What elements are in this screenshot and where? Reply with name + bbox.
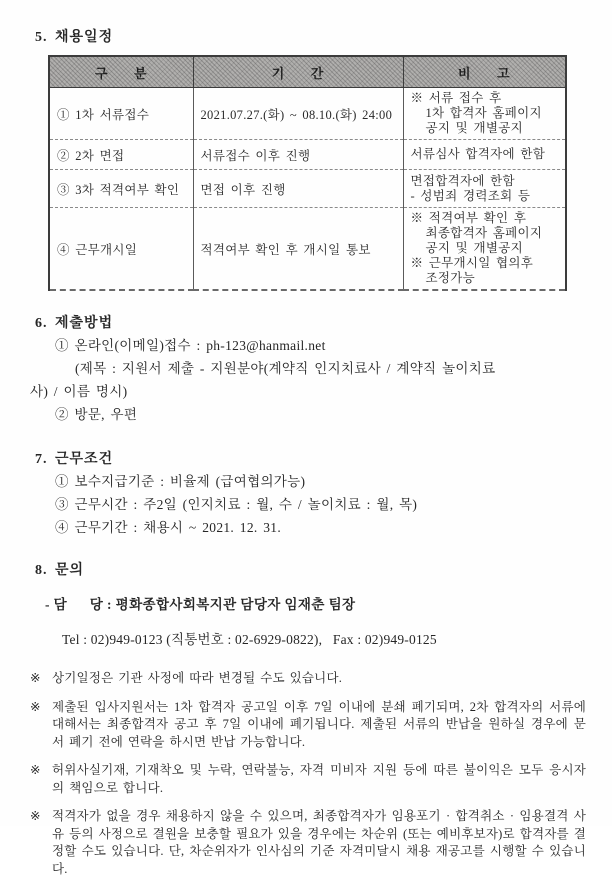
remarks-cell xyxy=(403,140,566,170)
submission-subject-line-2: 사) / 이름 명시) xyxy=(30,384,128,399)
submission-item-online: ① 온라인(이메일)접수 : ph-123@hanmail.net xyxy=(55,338,326,353)
reference-mark-icon: ※ xyxy=(30,809,41,823)
section-5-heading: 5. 채용일정 xyxy=(35,30,114,45)
remark-line: 1차 합격자 홈페이지 xyxy=(425,106,542,120)
table-row xyxy=(49,170,566,208)
table-row xyxy=(49,140,566,170)
category-cell: ② 2차 면접 xyxy=(49,140,193,170)
footnote xyxy=(30,699,586,752)
table-row xyxy=(49,208,566,291)
remark-line: - 성범죄 경력조회 등 xyxy=(410,188,531,203)
remark-line: 조정가능 xyxy=(425,271,476,285)
table-row xyxy=(49,88,566,140)
remark-line: ※ 서류 접수 후 xyxy=(410,91,502,105)
remark-line: ※ 적격여부 확인 후 xyxy=(410,211,527,225)
footnote-text: 적격자가 없을 경우 채용하지 않을 수 있으며, 최종합격자가 임용포기 · 합격취소 · 임용결격 사유 등의 사정으로 결원을 보충할 필요가 있을 경우에는 차순위 (또는 예비후보자)로 합격자를 결정할 수도 있습니다. 단, 차순위자가 인사심의 기준 자격미달시 채용 재공고를 시행할 수 있습니다. xyxy=(52,809,586,876)
remark-line: ※ 근무개시일 협의후 xyxy=(410,256,534,270)
header-cell-period: 기 간 xyxy=(193,56,403,88)
header-cell-category: 구 분 xyxy=(49,56,193,88)
period-cell: 서류접수 이후 진행 xyxy=(193,140,403,170)
period-cell: 면접 이후 진행 xyxy=(193,170,403,208)
section-8-heading: 8. 문의 xyxy=(35,563,85,578)
footnotes xyxy=(30,670,586,878)
submission-subject-line-1: (제목 : 지원서 제출 - 지원분야(계약직 인지치료사 / 계약직 놀이치료 xyxy=(75,361,496,376)
work-period-item: ④ 근무기간 : 채용시 ~ 2021. 12. 31. xyxy=(55,520,281,535)
footnote-text: 제출된 입사지원서는 1차 합격자 공고일 이후 7일 이내에 분쇄 폐기되며, 2차 합격자의 서류에 대해서는 최종합격자 공고 후 7일 이내에 폐기됩니다. 제출된 서류의 반납을 원하실 경우에 문서 폐기 전에 연락을 하시면 반납 가능합니다. xyxy=(52,699,586,749)
header-cell-remarks: 비 고 xyxy=(403,56,566,88)
category-cell: ④ 근무개시일 xyxy=(49,208,193,291)
reference-mark-icon: ※ xyxy=(30,763,41,777)
remarks-cell xyxy=(403,88,566,140)
footnote xyxy=(30,808,586,878)
schedule-table xyxy=(48,55,567,291)
section-7-heading: 7. 근무조건 xyxy=(35,452,114,467)
category-cell: ③ 3차 적격여부 확인 xyxy=(49,170,193,208)
category-cell: ① 1차 서류접수 xyxy=(49,88,193,140)
remarks-cell xyxy=(403,208,566,291)
footnote-text: 허위사실기재, 기재착오 및 누락, 연락불능, 자격 미비자 지원 등에 따른 불이익은 모두 응시자의 책임으로 합니다. xyxy=(52,763,586,795)
remark-line: 서류심사 합격자에 한함 xyxy=(410,147,546,161)
work-pay-item: ① 보수지급기준 : 비율제 (급여협의가능) xyxy=(55,474,306,489)
remarks-cell xyxy=(403,170,566,208)
remark-line: 공지 및 개별공지 xyxy=(425,241,523,255)
contact-tel-fax-line: Tel : 02)949-0123 (직통번호 : 02-6929-0822), Fax : 02)949-0125 xyxy=(62,632,437,647)
period-cell: 2021.07.27.(화) ~ 08.10.(화) 24:00 xyxy=(193,88,403,140)
footnote xyxy=(30,762,586,797)
footnote-text: 상기일정은 기관 사정에 따라 변경될 수도 있습니다. xyxy=(52,671,343,685)
remark-line: 면접합격자에 한함 xyxy=(410,173,515,188)
work-hours-item: ③ 근무시간 : 주2일 (인지치료 : 월, 수 / 놀이치료 : 월, 목) xyxy=(55,497,418,512)
remark-line: 공지 및 개별공지 xyxy=(425,121,523,135)
submission-item-visit-mail: ② 방문, 우편 xyxy=(55,407,138,422)
period-cell: 적격여부 확인 후 개시일 통보 xyxy=(193,208,403,291)
reference-mark-icon: ※ xyxy=(30,671,41,685)
schedule-header-row xyxy=(49,56,566,88)
section-6-heading: 6. 제출방법 xyxy=(35,316,114,331)
reference-mark-icon: ※ xyxy=(30,699,41,714)
contact-person-line: - 담 당 : 평화종합사회복지관 담당자 임재춘 팀장 xyxy=(45,596,356,612)
footnote xyxy=(30,670,586,688)
remark-line: 최종합격자 홈페이지 xyxy=(425,226,543,240)
